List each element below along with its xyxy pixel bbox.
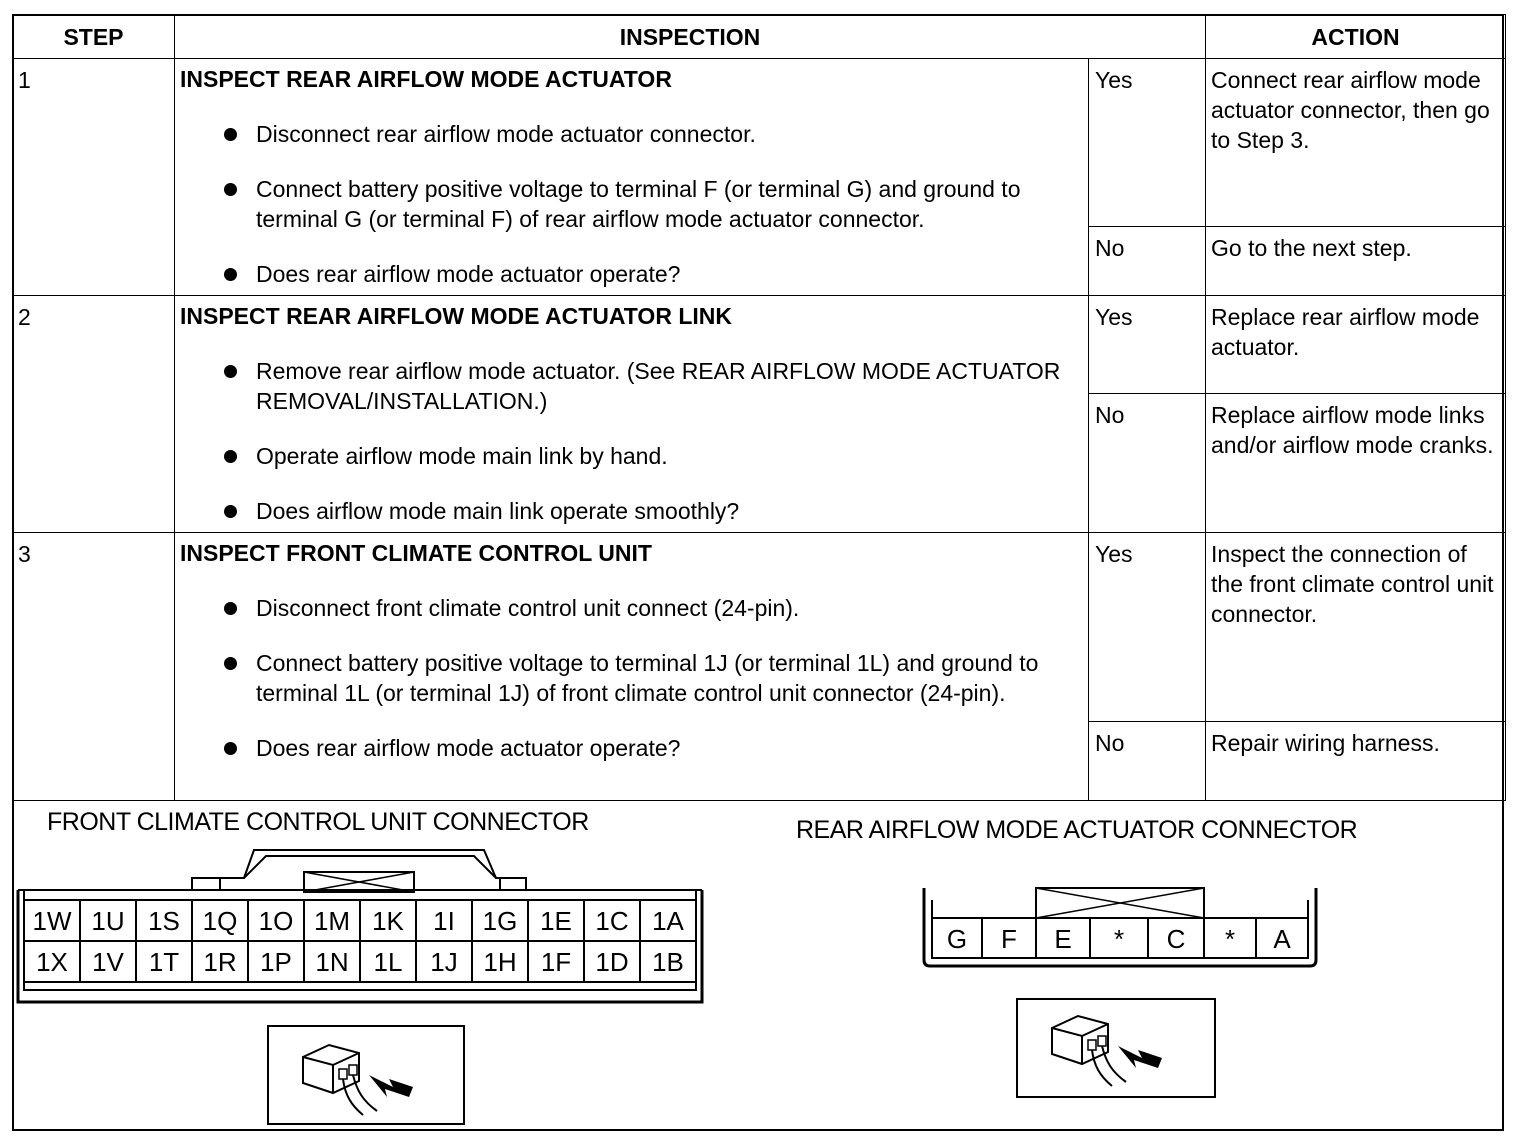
step-2-yes-label: Yes [1089, 296, 1206, 394]
step-3-title: INSPECT FRONT CLIMATE CONTROL UNIT [180, 540, 652, 566]
pin-label: 1E [540, 906, 572, 936]
step-3-number: 3 [13, 533, 175, 801]
bullet-text: Does airflow mode main link operate smoothly? [256, 498, 740, 524]
pin-label: 1X [36, 947, 68, 977]
header-inspection: INSPECTION [175, 15, 1206, 59]
bullet-text: Does rear airflow mode actuator operate? [256, 261, 681, 287]
pin-label: E [1054, 924, 1072, 954]
header-step: STEP [13, 15, 175, 59]
step-2-yes-action: Replace rear airflow mode actuator. [1206, 296, 1506, 394]
pin-label: 1J [430, 947, 458, 977]
pin-label: 1F [540, 947, 572, 977]
step-1-yes-label: Yes [1089, 59, 1206, 227]
bullet-text: Does rear airflow mode actuator operate? [256, 735, 681, 761]
pin-label: * [1113, 924, 1125, 954]
step-1-no-action: Go to the next step. [1206, 227, 1506, 296]
pin-label: 1A [652, 906, 684, 936]
pin-label: C [1166, 924, 1186, 954]
pin-label: 1R [203, 947, 237, 977]
connector-diagrams [14, 800, 1504, 1130]
pin-label: 1H [483, 947, 517, 977]
pin-label: 1N [315, 947, 349, 977]
front-connector-title: FRONT CLIMATE CONTROL UNIT CONNECTOR [47, 808, 589, 836]
step-2-title: INSPECT REAR AIRFLOW MODE ACTUATOR LINK [180, 303, 732, 329]
header-action: ACTION [1206, 15, 1506, 59]
harness-side-view-icon [1016, 998, 1216, 1098]
harness-side-view-icon [267, 1025, 465, 1125]
pin-label: 1C [595, 906, 629, 936]
pin-label: 1D [595, 947, 629, 977]
pin-label: 1B [652, 947, 684, 977]
pin-label: A [1273, 924, 1291, 954]
pin-label: 1L [373, 947, 403, 977]
pin-label: 1S [148, 906, 180, 936]
pin-label: * [1224, 924, 1236, 954]
bullet-text: Connect battery positive voltage to terminal F (or terminal G) and ground to terminal G (or terminal F) of rear airflow mode actuator connector. [256, 176, 1021, 232]
pin-label: 1P [260, 947, 292, 977]
pin-label: 1K [372, 906, 404, 936]
pin-label: 1U [91, 906, 125, 936]
pin-label: G [946, 924, 968, 954]
step-3-no-action: Repair wiring harness. [1206, 722, 1506, 801]
step-3-yes-action: Inspect the connection of the front climate control unit connector. [1206, 533, 1506, 722]
pin-label: 1M [313, 906, 351, 936]
pin-label: 1Q [202, 906, 238, 936]
step-1-no-label: No [1089, 227, 1206, 296]
bullet-text: Connect battery positive voltage to terminal 1J (or terminal 1L) and ground to terminal 1L (or terminal 1J) of front climate control unit connector (24-pin). [256, 650, 1039, 706]
bullet-text: Disconnect rear airflow mode actuator connector. [256, 121, 756, 147]
step-2-no-action: Replace airflow mode links and/or airflow mode cranks. [1206, 394, 1506, 533]
pin-label: F [1001, 924, 1017, 954]
step-2-no-label: No [1089, 394, 1206, 533]
pin-label: 1T [148, 947, 180, 977]
step-2-number: 2 [13, 296, 175, 533]
step-1-yes-action: Connect rear airflow mode actuator connector, then go to Step 3. [1206, 59, 1506, 227]
bullet-text: Remove rear airflow mode actuator. (See REAR AIRFLOW MODE ACTUATOR REMOVAL/INSTALLATION.) [256, 358, 1061, 414]
bullet-text: Operate airflow mode main link by hand. [256, 443, 668, 469]
step-3-no-label: No [1089, 722, 1206, 801]
pin-label: 1O [258, 906, 294, 936]
bullet-text: Disconnect front climate control unit connect (24-pin). [256, 595, 800, 621]
step-1-title: INSPECT REAR AIRFLOW MODE ACTUATOR [180, 66, 672, 92]
pin-label: 1W [32, 906, 72, 936]
pin-label: 1V [92, 947, 124, 977]
step-1-number: 1 [13, 59, 175, 296]
rear-connector-title: REAR AIRFLOW MODE ACTUATOR CONNECTOR [796, 816, 1358, 844]
pin-label: 1I [433, 906, 455, 936]
step-3-yes-label: Yes [1089, 533, 1206, 722]
pin-label: 1G [482, 906, 518, 936]
